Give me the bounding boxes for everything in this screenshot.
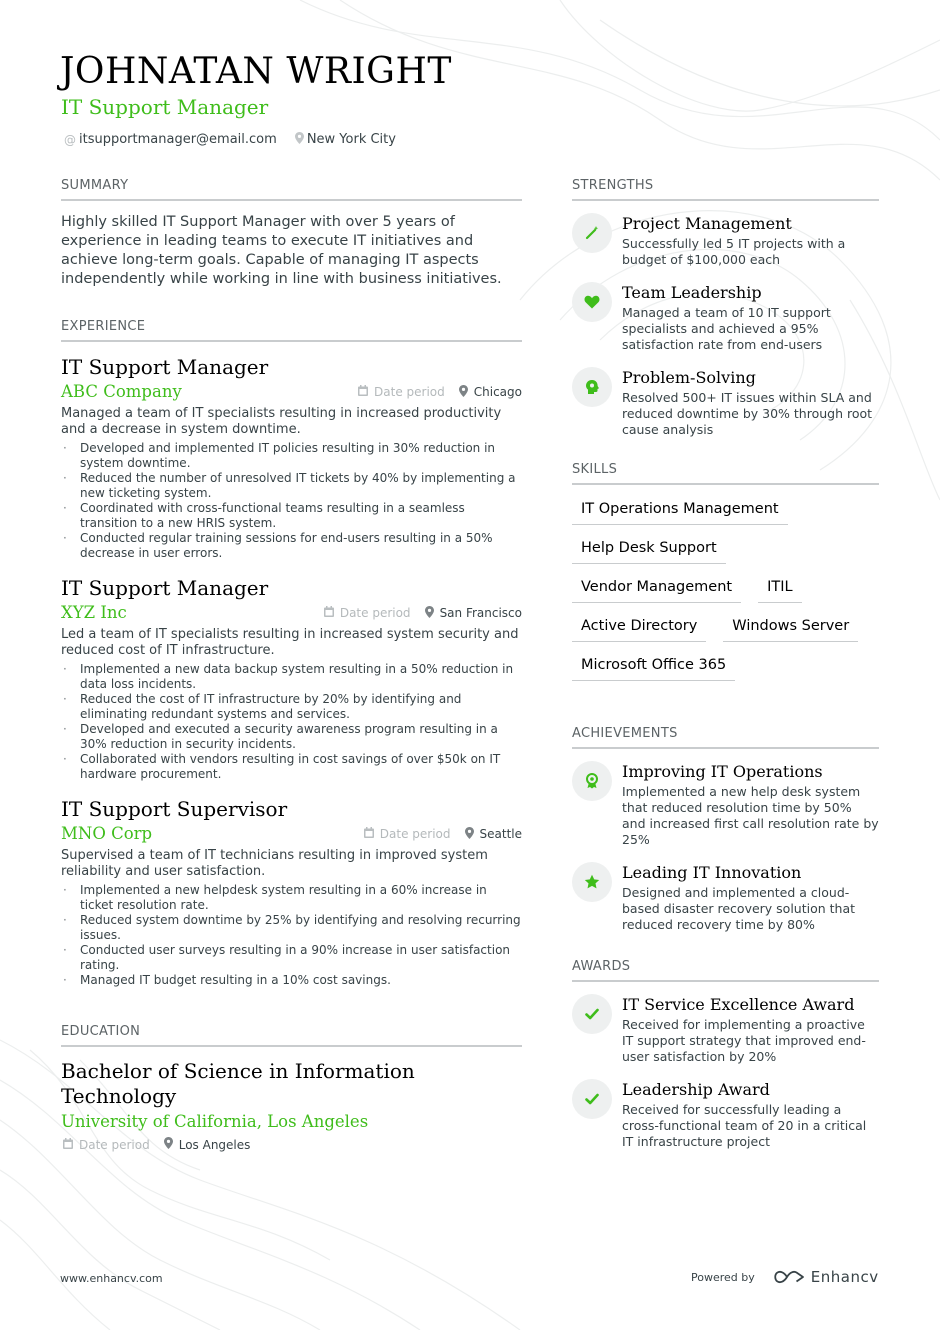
job-bullet: · Reduced system downtime by 25% by identifying and resolving recurring issues. xyxy=(61,913,522,943)
skill-tag: Windows Server xyxy=(723,614,858,642)
skill-tag: IT Operations Management xyxy=(572,497,788,525)
enhancv-logo[interactable] xyxy=(773,1268,879,1286)
job-description: Led a team of IT specialists resulting in increased system security and reduced cost of IT infrastructure. xyxy=(61,627,519,658)
contact-info xyxy=(64,132,414,147)
heart-icon xyxy=(572,282,612,322)
enhancv-logo-text: Enhancv xyxy=(810,1268,879,1286)
company-name: ABC Company xyxy=(61,382,182,401)
job-entry xyxy=(61,575,522,782)
job-bullets xyxy=(61,441,522,561)
email-contact[interactable] xyxy=(64,132,277,147)
left-column xyxy=(61,178,522,1152)
achievement-description: Designed and implemented a cloud-based disaster recovery solution that reduced recovery time by 80% xyxy=(622,885,856,932)
skill-tag: Vendor Management xyxy=(572,575,741,603)
job-bullet: · Developed and executed a security awareness program resulting in a 30% reduction in security incidents. xyxy=(61,722,522,752)
achievement-title: Improving IT Operations xyxy=(622,762,823,781)
job-location: Chicago xyxy=(473,385,522,399)
at-sign-icon: @ xyxy=(64,132,76,147)
award-item xyxy=(572,994,879,1065)
location-text: New York City xyxy=(306,132,396,147)
location-contact xyxy=(295,132,396,147)
skill-tag: Active Directory xyxy=(572,614,706,642)
education-heading: EDUCATION xyxy=(61,1024,522,1047)
education-school: University of California, Los Angeles xyxy=(61,1112,369,1131)
achievement-title: Leading IT Innovation xyxy=(622,863,802,882)
job-description: Managed a team of IT specialists resulting in increased productivity and a decrease in system downtime. xyxy=(61,406,502,437)
job-bullet: · Implemented a new helpdesk system resulting in a 60% increase in ticket resolution rate. xyxy=(61,883,522,913)
job-meta xyxy=(364,827,522,842)
summary-heading: SUMMARY xyxy=(61,178,522,201)
education-date: Date period xyxy=(79,1137,150,1152)
strengths-heading: STRENGTHS xyxy=(572,178,879,201)
job-date: Date period xyxy=(339,606,411,620)
calendar-icon xyxy=(364,827,374,841)
job-title: IT Support Manager xyxy=(61,355,269,379)
map-pin-icon xyxy=(465,827,474,842)
award-item xyxy=(572,1079,879,1150)
right-column xyxy=(572,178,879,1164)
candidate-name: JOHNATAN WRIGHT xyxy=(60,51,452,92)
job-meta xyxy=(358,385,522,400)
job-description: Supervised a team of IT technicians resulting in improved system reliability and user satisfaction. xyxy=(61,848,488,879)
candidate-role: IT Support Manager xyxy=(61,95,269,119)
job-bullet: · Developed and implemented IT policies resulting in 30% reduction in system downtime. xyxy=(61,441,522,471)
skill-tag: ITIL xyxy=(758,575,802,603)
achievement-description: Implemented a new help desk system that reduced resolution time by 50% and increased first call resolution rate by 25% xyxy=(622,784,879,847)
strength-title: Project Management xyxy=(622,214,792,233)
education-location: Los Angeles xyxy=(178,1137,251,1152)
skill-tag: Help Desk Support xyxy=(572,536,726,564)
company-name: MNO Corp xyxy=(61,824,153,843)
achievement-item xyxy=(572,862,879,933)
skill-tag: Microsoft Office 365 xyxy=(572,653,735,681)
map-pin-icon xyxy=(164,1137,173,1152)
star-icon xyxy=(572,862,612,902)
skills-list xyxy=(572,497,879,692)
checkmark-icon xyxy=(572,994,612,1034)
strength-item xyxy=(572,213,879,268)
calendar-icon xyxy=(63,1138,73,1152)
job-bullet: · Reduced the cost of IT infrastructure by 20% by identifying and eliminating redundant systems and services. xyxy=(61,692,522,722)
achievement-item xyxy=(572,761,879,848)
job-bullet: · Coordinated with cross-functional teams resulting in a seamless transition to a new HRIS system. xyxy=(61,501,522,531)
job-date: Date period xyxy=(374,385,445,399)
powered-by xyxy=(691,1268,879,1286)
summary-text: Highly skilled IT Support Manager with over 5 years of experience in leading teams to execute IT initiatives and achieve long-term goals. Capable of managing IT aspects independently while working in line with business initiatives. xyxy=(61,214,502,287)
calendar-icon xyxy=(324,606,334,620)
footer-website-link[interactable]: www.enhancv.com xyxy=(60,1272,163,1285)
award-description: Received for successfully leading a cross-functional team of 20 in a critical IT infrastructure project xyxy=(622,1102,867,1149)
experience-heading: EXPERIENCE xyxy=(61,319,522,342)
strength-title: Problem-Solving xyxy=(622,368,756,387)
strength-description: Successfully led 5 IT projects with a budget of $100,000 each xyxy=(622,236,846,267)
job-location: San Francisco xyxy=(439,606,522,620)
award-title: IT Service Excellence Award xyxy=(622,995,855,1014)
strength-item xyxy=(572,367,879,438)
company-name: XYZ Inc xyxy=(61,603,127,622)
strength-description: Managed a team of 10 IT support specialists and achieved a 95% satisfaction rate from end-users xyxy=(622,305,831,352)
email-text: itsupportmanager@email.com xyxy=(79,132,277,147)
enhancv-logo-mark-icon xyxy=(773,1269,805,1285)
map-pin-icon xyxy=(425,606,434,621)
education-meta xyxy=(61,1137,522,1152)
job-bullets xyxy=(61,662,522,782)
checkmark-icon xyxy=(572,1079,612,1119)
map-pin-icon xyxy=(295,132,304,147)
map-pin-icon xyxy=(459,385,468,400)
calendar-icon xyxy=(358,385,368,399)
achievements-heading: ACHIEVEMENTS xyxy=(572,726,879,749)
strength-title: Team Leadership xyxy=(622,283,762,302)
job-bullet: · Conducted regular training sessions for end-users resulting in a 50% decrease in user errors. xyxy=(61,531,522,561)
award-title: Leadership Award xyxy=(622,1080,770,1099)
job-date: Date period xyxy=(379,827,451,841)
job-entry xyxy=(61,796,522,988)
powered-by-label: Powered by xyxy=(691,1270,755,1284)
skills-heading: SKILLS xyxy=(572,462,879,485)
job-bullets xyxy=(61,883,522,988)
job-bullet: · Conducted user surveys resulting in a 90% increase in user satisfaction rating. xyxy=(61,943,522,973)
job-entry xyxy=(61,354,522,561)
brain-icon xyxy=(572,367,612,407)
magic-wand-icon xyxy=(572,213,612,253)
job-meta xyxy=(324,606,522,621)
job-bullet: · Reduced the number of unresolved IT tickets by 40% by implementing a new ticketing system. xyxy=(61,471,522,501)
award-icon xyxy=(572,761,612,801)
award-description: Received for implementing a proactive IT support strategy that improved end-user satisfaction by 20% xyxy=(622,1017,866,1064)
job-title: IT Support Supervisor xyxy=(61,797,288,821)
awards-heading: AWARDS xyxy=(572,959,879,982)
job-title: IT Support Manager xyxy=(61,576,269,600)
job-bullet: · Managed IT budget resulting in a 10% cost savings. xyxy=(61,973,522,988)
job-bullet: · Collaborated with vendors resulting in cost savings of over $50k on IT hardware procurement. xyxy=(61,752,522,782)
education-degree: Bachelor of Science in Information Technology xyxy=(61,1059,415,1108)
strength-item xyxy=(572,282,879,353)
strength-description: Resolved 500+ IT issues within SLA and reduced downtime by 30% through root cause analysis xyxy=(622,390,873,437)
job-bullet: · Implemented a new data backup system resulting in a 50% reduction in data loss incidents. xyxy=(61,662,522,692)
job-location: Seattle xyxy=(479,827,522,841)
